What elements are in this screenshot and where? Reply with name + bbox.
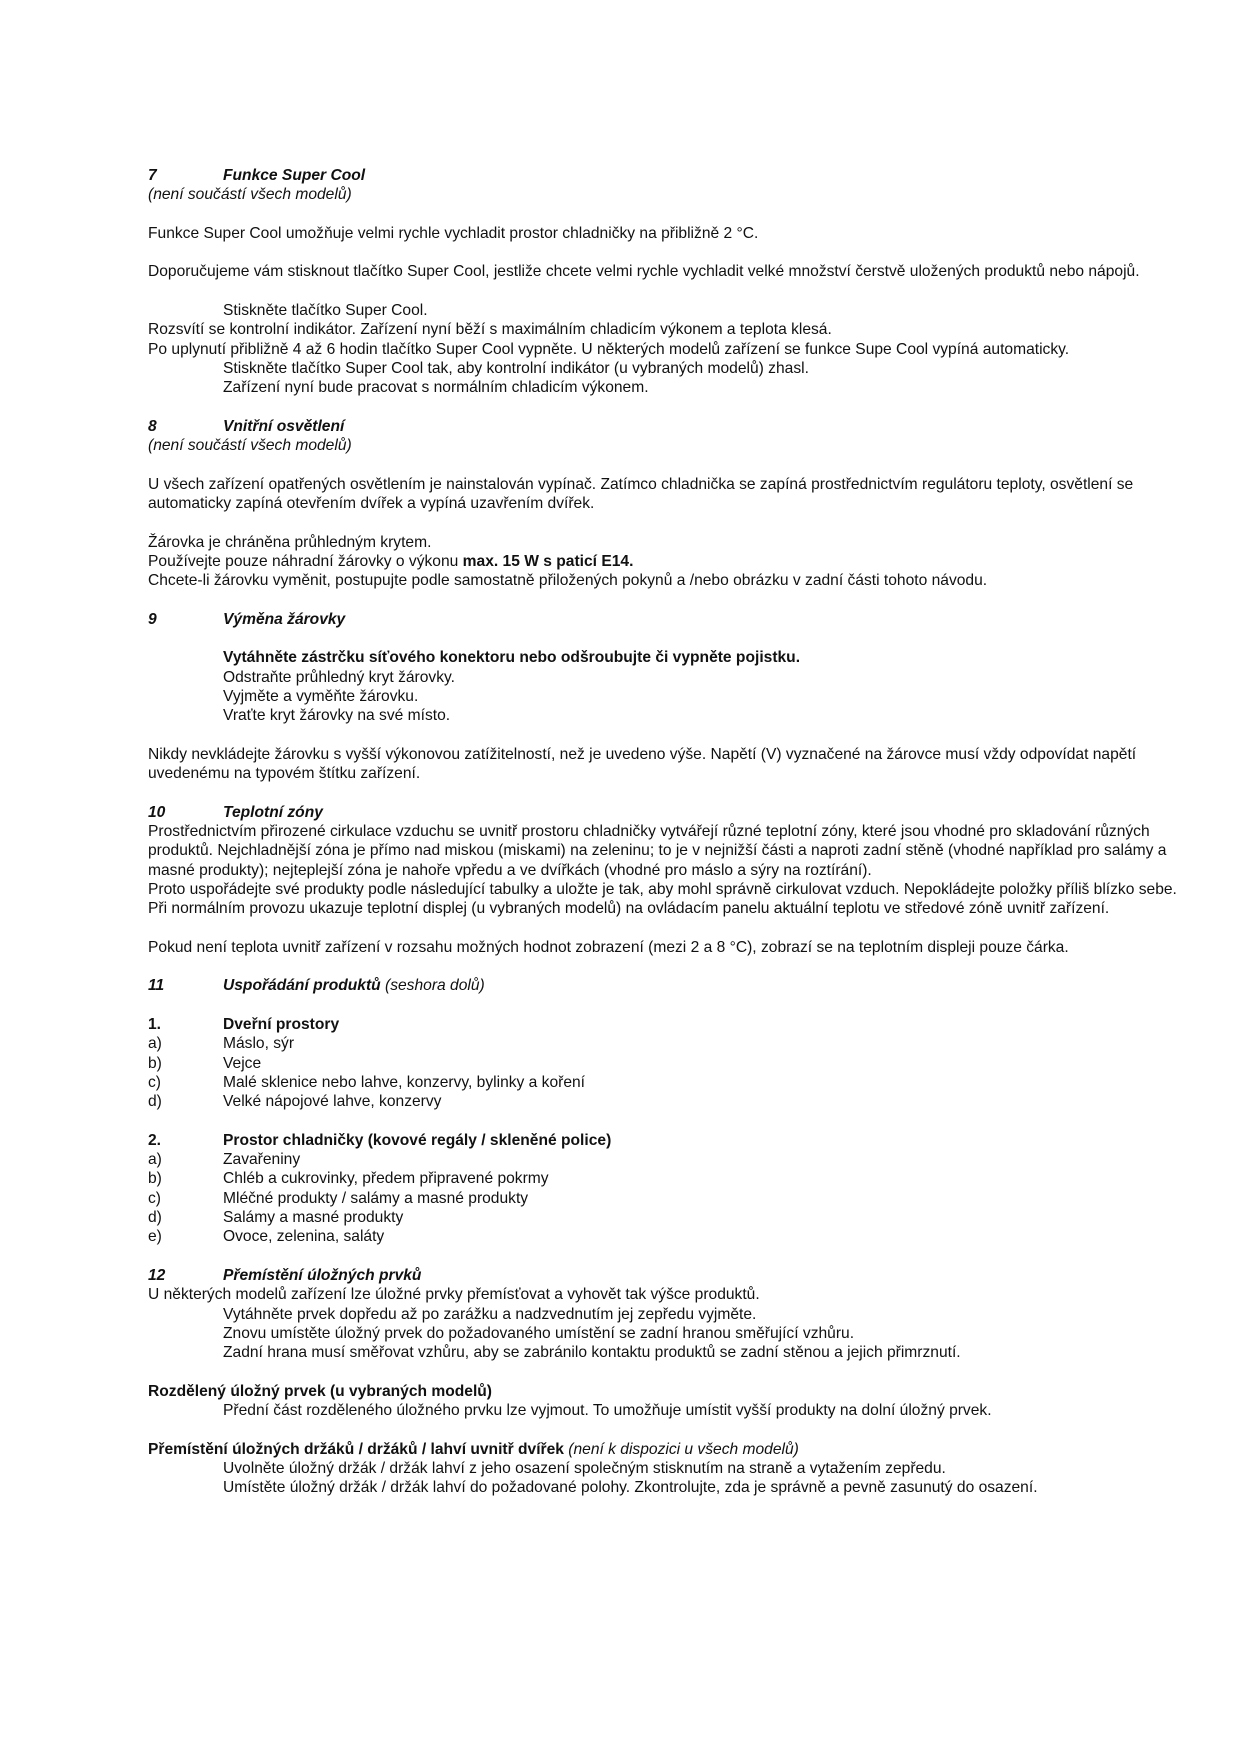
list-item xyxy=(148,1054,1180,1073)
list-item-text: Malé sklenice nebo lahve, konzervy, bylinky a koření xyxy=(223,1073,586,1091)
list-group-title: Prostor chladničky (kovové regály / skleněné police) xyxy=(223,1131,612,1149)
section-number: 9 xyxy=(148,610,157,628)
list-item xyxy=(148,1189,1180,1208)
section-title: Vnitřní osvětlení xyxy=(223,417,345,435)
fridge-compartment-list xyxy=(148,1131,1180,1247)
section-number: 11 xyxy=(148,977,165,995)
list-item xyxy=(148,1092,1180,1111)
paragraph: Prostřednictvím přirozené cirkulace vzduchu se uvnitř prostoru chladničky vytvářejí různé teplotní zóny, které jsou vhodné pro skladování různých produktů. Nejchladnější zóna je přímo nad miskou (miskami) na zeleninu; to je v nejnižší části a naproti zadní stěně (vhodné například pro salámy a masné produkty); nejteplejší zóna je nahoře vpředu a ve dvířkách (vhodné pro máslo a sýry na roztírání). xyxy=(148,823,1167,879)
list-item-label: e) xyxy=(148,1228,162,1246)
section-title: Funkce Super Cool xyxy=(223,167,366,184)
section-title: Výměna žárovky xyxy=(223,610,346,628)
instruction-step: Umístěte úložný držák / držák lahví do požadované polohy. Zkontrolujte, zda je správně a pevně zasunutý do osazení. xyxy=(223,1479,1038,1497)
instruction-step: Odstraňte průhledný kryt žárovky. xyxy=(223,668,455,686)
paragraph: Proto uspořádejte své produkty podle následující tabulky a uložte je tak, aby mohl správně cirkulovat vzduch. Nepokládejte položky příliš blízko sebe. xyxy=(148,880,1177,898)
paragraph: U všech zařízení opatřených osvětlením je nainstalován vypínač. Zatímco chladnička se zapíná prostřednictvím regulátoru teploty, osvětlení se automaticky zapíná otevřením dvířek a vypíná uzavřením dvířek. xyxy=(148,475,1134,513)
instruction-step: Vytáhněte prvek dopředu až po zarážku a nadzvednutím jej zepředu vyjměte. xyxy=(223,1305,757,1323)
list-item-text: Vejce xyxy=(223,1054,262,1072)
section-subtitle: (není součástí všech modelů) xyxy=(148,437,352,455)
section-number: 7 xyxy=(148,167,157,184)
list-item-label: c) xyxy=(148,1189,161,1207)
instruction-step: Přední část rozděleného úložného prvku lze vyjmout. To umožňuje umístit vyšší produkty na dolní úložný prvek. xyxy=(223,1402,992,1419)
instruction-step: Vraťte kryt žárovky na své místo. xyxy=(223,707,451,725)
list-item-text: Salámy a masné produkty xyxy=(223,1209,404,1227)
section-interior-lighting xyxy=(148,417,1180,591)
list-group-heading xyxy=(148,1015,1180,1034)
section-title-note: (seshora dolů) xyxy=(380,977,485,995)
section-number: 8 xyxy=(148,417,157,435)
list-item xyxy=(148,1208,1180,1227)
list-item xyxy=(148,1227,1180,1246)
subsection-title-text: Přemístění úložných držáků / držáků / lahví uvnitř dvířek xyxy=(148,1440,564,1458)
section-temperature-zones xyxy=(148,803,1180,957)
paragraph: Po uplynutí přibližně 4 až 6 hodin tlačítko Super Cool vypněte. U některých modelů zařízení se funkce Supe Cool vypíná automaticky. xyxy=(148,340,1070,358)
list-item-label: a) xyxy=(148,1151,162,1169)
list-group-title: Dveřní prostory xyxy=(223,1016,340,1034)
section-bulb-replacement xyxy=(148,610,1180,784)
paragraph: Rozsvítí se kontrolní indikátor. Zařízení nyní běží s maximálním chladicím výkonem a teplota klesá. xyxy=(148,321,832,339)
section-number: 10 xyxy=(148,803,166,821)
list-group-heading xyxy=(148,1131,1180,1150)
section-title: Teplotní zóny xyxy=(223,803,323,821)
section-title: Přemístění úložných prvků xyxy=(223,1266,422,1284)
list-item-text: Ovoce, zelenina, saláty xyxy=(223,1228,385,1246)
list-item-text: Mléčné produkty / salámy a masné produkty xyxy=(223,1189,529,1207)
instruction-step: Uvolněte úložný držák / držák lahví z jeho osazení společným stisknutím na straně a vytažením zepředu. xyxy=(223,1459,946,1477)
list-group-number: 1. xyxy=(148,1016,162,1034)
instruction-step: Vytáhněte zástrčku síťového konektoru nebo odšroubujte či vypněte pojistku. xyxy=(223,649,801,667)
section-heading xyxy=(148,417,1180,436)
list-item-label: c) xyxy=(148,1073,161,1091)
list-item-text: Zavařeniny xyxy=(223,1151,301,1169)
instruction-step: Vyjměte a vyměňte žárovku. xyxy=(223,688,419,706)
list-item xyxy=(148,1169,1180,1188)
section-heading xyxy=(148,976,1180,995)
section-heading xyxy=(148,610,1180,629)
paragraph: Funkce Super Cool umožňuje velmi rychle vychladit prostor chladničky na přibližně 2 °C. xyxy=(148,224,759,242)
instruction-step: Stiskněte tlačítko Super Cool. xyxy=(223,302,428,320)
list-item xyxy=(148,1073,1180,1092)
list-item-label: b) xyxy=(148,1170,162,1188)
instruction-step: Znovu umístěte úložný prvek do požadovaného umístění se zadní hranou směřující vzhůru. xyxy=(223,1324,855,1342)
subsection-title xyxy=(148,1440,1180,1459)
list-item-label: d) xyxy=(148,1093,162,1111)
section-title: Uspořádání produktů xyxy=(223,977,381,995)
instruction-step: Stiskněte tlačítko Super Cool tak, aby kontrolní indikátor (u vybraných modelů) zhasl. xyxy=(223,359,809,377)
list-item-text: Velké nápojové lahve, konzervy xyxy=(223,1093,442,1111)
section-super-cool xyxy=(148,166,1180,398)
section-product-arrangement xyxy=(148,976,1180,1246)
list-item-text: Máslo, sýr xyxy=(223,1035,295,1053)
section-heading xyxy=(148,1266,1180,1285)
door-compartments-list xyxy=(148,1015,1180,1111)
subsection-title-note: (není k dispozici u všech modelů) xyxy=(563,1440,799,1458)
list-item xyxy=(148,1150,1180,1169)
paragraph: Při normálním provozu ukazuje teplotní displej (u vybraných modelů) na ovládacím panelu aktuální teplotu ve středové zóně uvnitř zařízení. xyxy=(148,900,1110,918)
list-item-label: b) xyxy=(148,1054,162,1072)
instruction-step: Zařízení nyní bude pracovat s normálním chladicím výkonem. xyxy=(223,379,649,397)
section-subtitle: (není součástí všech modelů) xyxy=(148,186,352,204)
instruction-step: Zadní hrana musí směřovat vzhůru, aby se zabránilo kontaktu produktů se zadní stěnou a jejich přimrznutí. xyxy=(223,1344,961,1362)
paragraph: Žárovka je chráněna průhledným krytem. xyxy=(148,533,432,551)
list-group-number: 2. xyxy=(148,1131,162,1149)
paragraph: U některých modelů zařízení lze úložné prvky přemísťovat a vyhovět tak výšce produktů. xyxy=(148,1286,760,1304)
text-span: Používejte pouze náhradní žárovky o výkonu xyxy=(148,552,463,570)
subsection-title: Rozdělený úložný prvek (u vybraných modelů) xyxy=(148,1382,492,1400)
section-storage-relocation xyxy=(148,1266,1180,1498)
list-item-label: d) xyxy=(148,1209,162,1227)
section-number: 12 xyxy=(148,1266,166,1284)
paragraph: Nikdy nevkládejte žárovku s vyšší výkonovou zatížitelností, než je uvedeno výše. Napětí (V) vyznačené na žárovce musí vždy odpovídat napětí uvedenému na typovém štítku zařízení. xyxy=(148,745,1137,783)
list-item xyxy=(148,1034,1180,1053)
list-item-label: a) xyxy=(148,1035,162,1053)
paragraph: Pokud není teplota uvnitř zařízení v rozsahu možných hodnot zobrazení (mezi 2 a 8 °C), zobrazí se na teplotním displeji pouze čárka. xyxy=(148,938,1069,956)
paragraph xyxy=(148,552,1180,571)
paragraph: Doporučujeme vám stisknout tlačítko Super Cool, jestliže chcete velmi rychle vychladit velké množství čerstvě uložených produktů nebo nápojů. xyxy=(148,263,1140,281)
section-heading xyxy=(148,166,1180,185)
section-heading xyxy=(148,803,1180,822)
paragraph: Chcete-li žárovku vyměnit, postupujte podle samostatně přiložených pokynů a /nebo obrázku v zadní části tohoto návodu. xyxy=(148,572,988,590)
list-item-text: Chléb a cukrovinky, předem připravené pokrmy xyxy=(223,1170,549,1188)
bulb-spec: max. 15 W s paticí E14. xyxy=(462,552,634,570)
